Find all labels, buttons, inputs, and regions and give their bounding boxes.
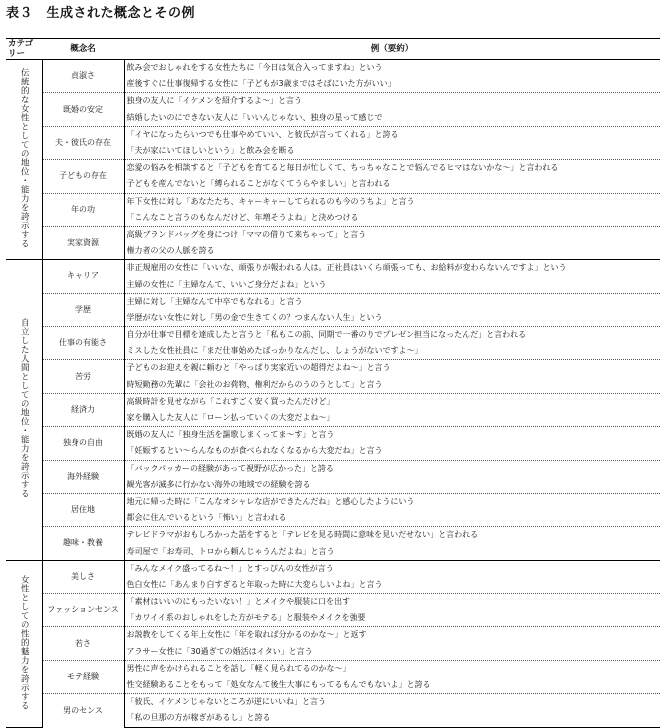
example-text: 年下女性に対し「あなたたち、キャーキャーしてられるのも今のうちよ」と言う bbox=[124, 193, 660, 210]
example-text: 自分が仕事で目標を達成したと言うと「私もこの前、同期で一番のりでプレゼン担当になったんだ」と言われる bbox=[124, 327, 660, 344]
table-title: 表３ 生成された概念とその例 bbox=[6, 6, 196, 21]
example-text: 寿司屋で「お寿司、トロから頼んじゃうんだよね」と言う bbox=[126, 546, 335, 556]
concept-name: 男のセンス bbox=[42, 694, 124, 727]
header-concept: 概念名 bbox=[42, 39, 124, 60]
example-text: 「私の旦那の方が稼ぎがあるし」と誇る bbox=[124, 710, 660, 727]
example-text: 高級時計を見せながら「これすごく安く買ったんだけど」 bbox=[124, 393, 660, 410]
table-row bbox=[6, 260, 660, 277]
concept-name: 実家資源 bbox=[42, 226, 124, 259]
example-text: 観光客が滅多に行かない海外の地域での経験を誇る bbox=[126, 479, 311, 489]
example-text: 「素材はいいのにもったいない！」とメイクや服装に口を出す bbox=[124, 594, 660, 611]
example-text: 「夫が家にいてほしいという」と飲み会を断る bbox=[126, 146, 295, 156]
concept-name: 夫・彼氏の存在 bbox=[42, 126, 124, 159]
example-text: 都会に住んでいるという「怖い」と言われる bbox=[126, 513, 287, 523]
category-label: 伝統的な女性としての地位・能力を誇示する bbox=[19, 68, 30, 249]
table-row bbox=[6, 660, 660, 677]
table-row bbox=[6, 527, 660, 544]
table-row bbox=[6, 393, 660, 410]
table-row bbox=[6, 293, 660, 310]
example-text: 主婦の女性に「主婦なんて、いいご身分だよね」という bbox=[126, 279, 327, 289]
category-cell bbox=[6, 560, 42, 727]
header-category: カテゴリー bbox=[6, 39, 42, 60]
concept-name: キャリア bbox=[42, 260, 124, 293]
concept-name: 既婚の安定 bbox=[42, 93, 124, 126]
category-cell bbox=[6, 260, 42, 560]
table-row bbox=[6, 594, 660, 611]
header-example: 例（要約） bbox=[124, 39, 660, 60]
example-text: 色白女性に「あんまり白すぎると年取った時に大変らしいよね」と言う bbox=[126, 579, 383, 589]
table-row bbox=[6, 460, 660, 477]
example-text: 独身の友人に「イケメンを紹介するよ〜」と言う bbox=[124, 93, 660, 110]
example-text: 非正規雇用の女性に「いいな、頑張りが報われる人は。正社員はいくら頑張っても、お給料が変わらないんですよ」という bbox=[124, 260, 660, 277]
example-text: 産後すぐに仕事復帰する女性に「子どもが3歳まではそばにいた方がいい」 bbox=[126, 79, 396, 89]
example-text: 「カワイイ系のおしゃれをした方がモテる」と服装やメイクを強要 bbox=[126, 613, 366, 623]
concept-name: モテ経験 bbox=[42, 660, 124, 693]
table-row bbox=[6, 327, 660, 344]
concept-name: 仕事の有能さ bbox=[42, 327, 124, 360]
example-text: 学歴がない女性に対し「男の金で生きてくの？つまんない人生」という bbox=[126, 312, 383, 322]
table-row bbox=[6, 60, 660, 77]
concept-name: 若さ bbox=[42, 627, 124, 660]
example-text: 「彼氏、イケメンじゃないところが逆にいいね」と言う bbox=[124, 694, 660, 711]
example-text: 「イヤになったらいつでも仕事やめていい、と彼氏が言ってくれる」と誇る bbox=[124, 126, 660, 143]
example-text: 地元に帰った時に「こんなオシャレな店ができたんだね」と感心したようにいう bbox=[124, 493, 660, 510]
table-row bbox=[6, 193, 660, 210]
example-text: 子どものお迎えを親に頼むと「やっぱり実家近いの超得だよね〜」と言う bbox=[124, 360, 660, 377]
example-text: 結婚したいのにできない友人に「いいんじゃない、独身の星って感じで bbox=[126, 112, 383, 122]
example-text: 恋愛の悩みを相談すると「子どもを育てると毎日が忙しくて、ちっちゃなことで悩んでるヒマはないかな〜」と言われる bbox=[124, 160, 660, 177]
table-row bbox=[6, 694, 660, 711]
example-text: 「バックパッカーの経験があって視野が広かった」と誇る bbox=[124, 460, 660, 477]
example-text: 権力者の父の人脈を誇る bbox=[126, 246, 215, 256]
example-text: テレビドラマがおもしろかった話をすると「テレビを見る時間に意味を見いだせない」と言われる bbox=[124, 527, 660, 544]
concept-name: 海外経験 bbox=[42, 460, 124, 493]
table-row bbox=[6, 493, 660, 510]
example-text: 男性に声をかけられることを話し「軽く見られてるのかな〜」 bbox=[124, 660, 660, 677]
example-text: 時短勤務の先輩に「会社のお荷物、権利だからのうのうとして」と言う bbox=[126, 379, 383, 389]
example-text: 「みんなメイク盛ってるね〜！」とすっぴんの女性が言う bbox=[124, 560, 660, 577]
table-row bbox=[6, 560, 660, 577]
table-row bbox=[6, 360, 660, 377]
example-text: お説教をしてくる年上女性に「年を取れば分かるのかな〜」と返す bbox=[124, 627, 660, 644]
concept-name: ファッションセンス bbox=[42, 594, 124, 627]
table-row bbox=[6, 226, 660, 243]
table-row bbox=[6, 160, 660, 177]
concept-name: 経済力 bbox=[42, 393, 124, 426]
concept-name: 年の功 bbox=[42, 193, 124, 226]
example-text: ミスした女性社員に「まだ仕事始めたばっかりなんだし、しょうがないですよ〜」 bbox=[126, 346, 423, 356]
concept-name: 子どもの存在 bbox=[42, 160, 124, 193]
concept-name: 学歴 bbox=[42, 293, 124, 326]
example-text: 「こんなこと言うのもなんだけど、年増そうよね」と決めつける bbox=[126, 212, 359, 222]
example-text: 子どもを産んでないと「縛られることがなくてうらやましい」と言われる bbox=[126, 179, 391, 189]
table-row bbox=[6, 126, 660, 143]
table-row bbox=[6, 93, 660, 110]
table-row bbox=[6, 427, 660, 444]
example-text: 性交経験あることをもって「処女なんて後生大事にもってるもんでもないよ」と誇る bbox=[126, 680, 431, 690]
example-text: 既婚の友人に「独身生活を謳歌しまくってま〜す」と言う bbox=[124, 427, 660, 444]
category-label: 自立した人間としての地位・能力を誇示する bbox=[19, 318, 30, 499]
concept-table bbox=[6, 38, 660, 728]
concept-name: 苦労 bbox=[42, 360, 124, 393]
category-cell bbox=[6, 60, 42, 260]
concept-name: 美しさ bbox=[42, 560, 124, 593]
concept-name: 居住地 bbox=[42, 493, 124, 526]
example-text: 飲み会でおしゃれをする女性たちに「今日は気合入ってますね」という bbox=[126, 63, 383, 73]
concept-name: 独身の自由 bbox=[42, 427, 124, 460]
table-header-row bbox=[6, 39, 660, 60]
example-text: 主婦に対し「主婦なんて中卒でもなれる」と言う bbox=[124, 293, 660, 310]
example-text: 「妊娠するとい〜らんなものが食べられなくなるから大変だね」と言う bbox=[126, 446, 383, 456]
example-text: 家を購入した友人に「ローン払っていくの大変だよね〜」 bbox=[126, 413, 335, 423]
example-text: 高級ブランドバッグを身につけ「ママの借りて来ちゃって」と言う bbox=[124, 226, 660, 243]
example-text: アラサー女性に「30過ぎての婚活はイタい」と言う bbox=[126, 646, 313, 656]
table-row bbox=[6, 627, 660, 644]
table-body bbox=[6, 60, 660, 728]
concept-name: 貞淑さ bbox=[42, 60, 124, 93]
category-label: 女性としての性的魅力を誇示する bbox=[19, 574, 30, 710]
concept-name: 趣味・教養 bbox=[42, 527, 124, 560]
